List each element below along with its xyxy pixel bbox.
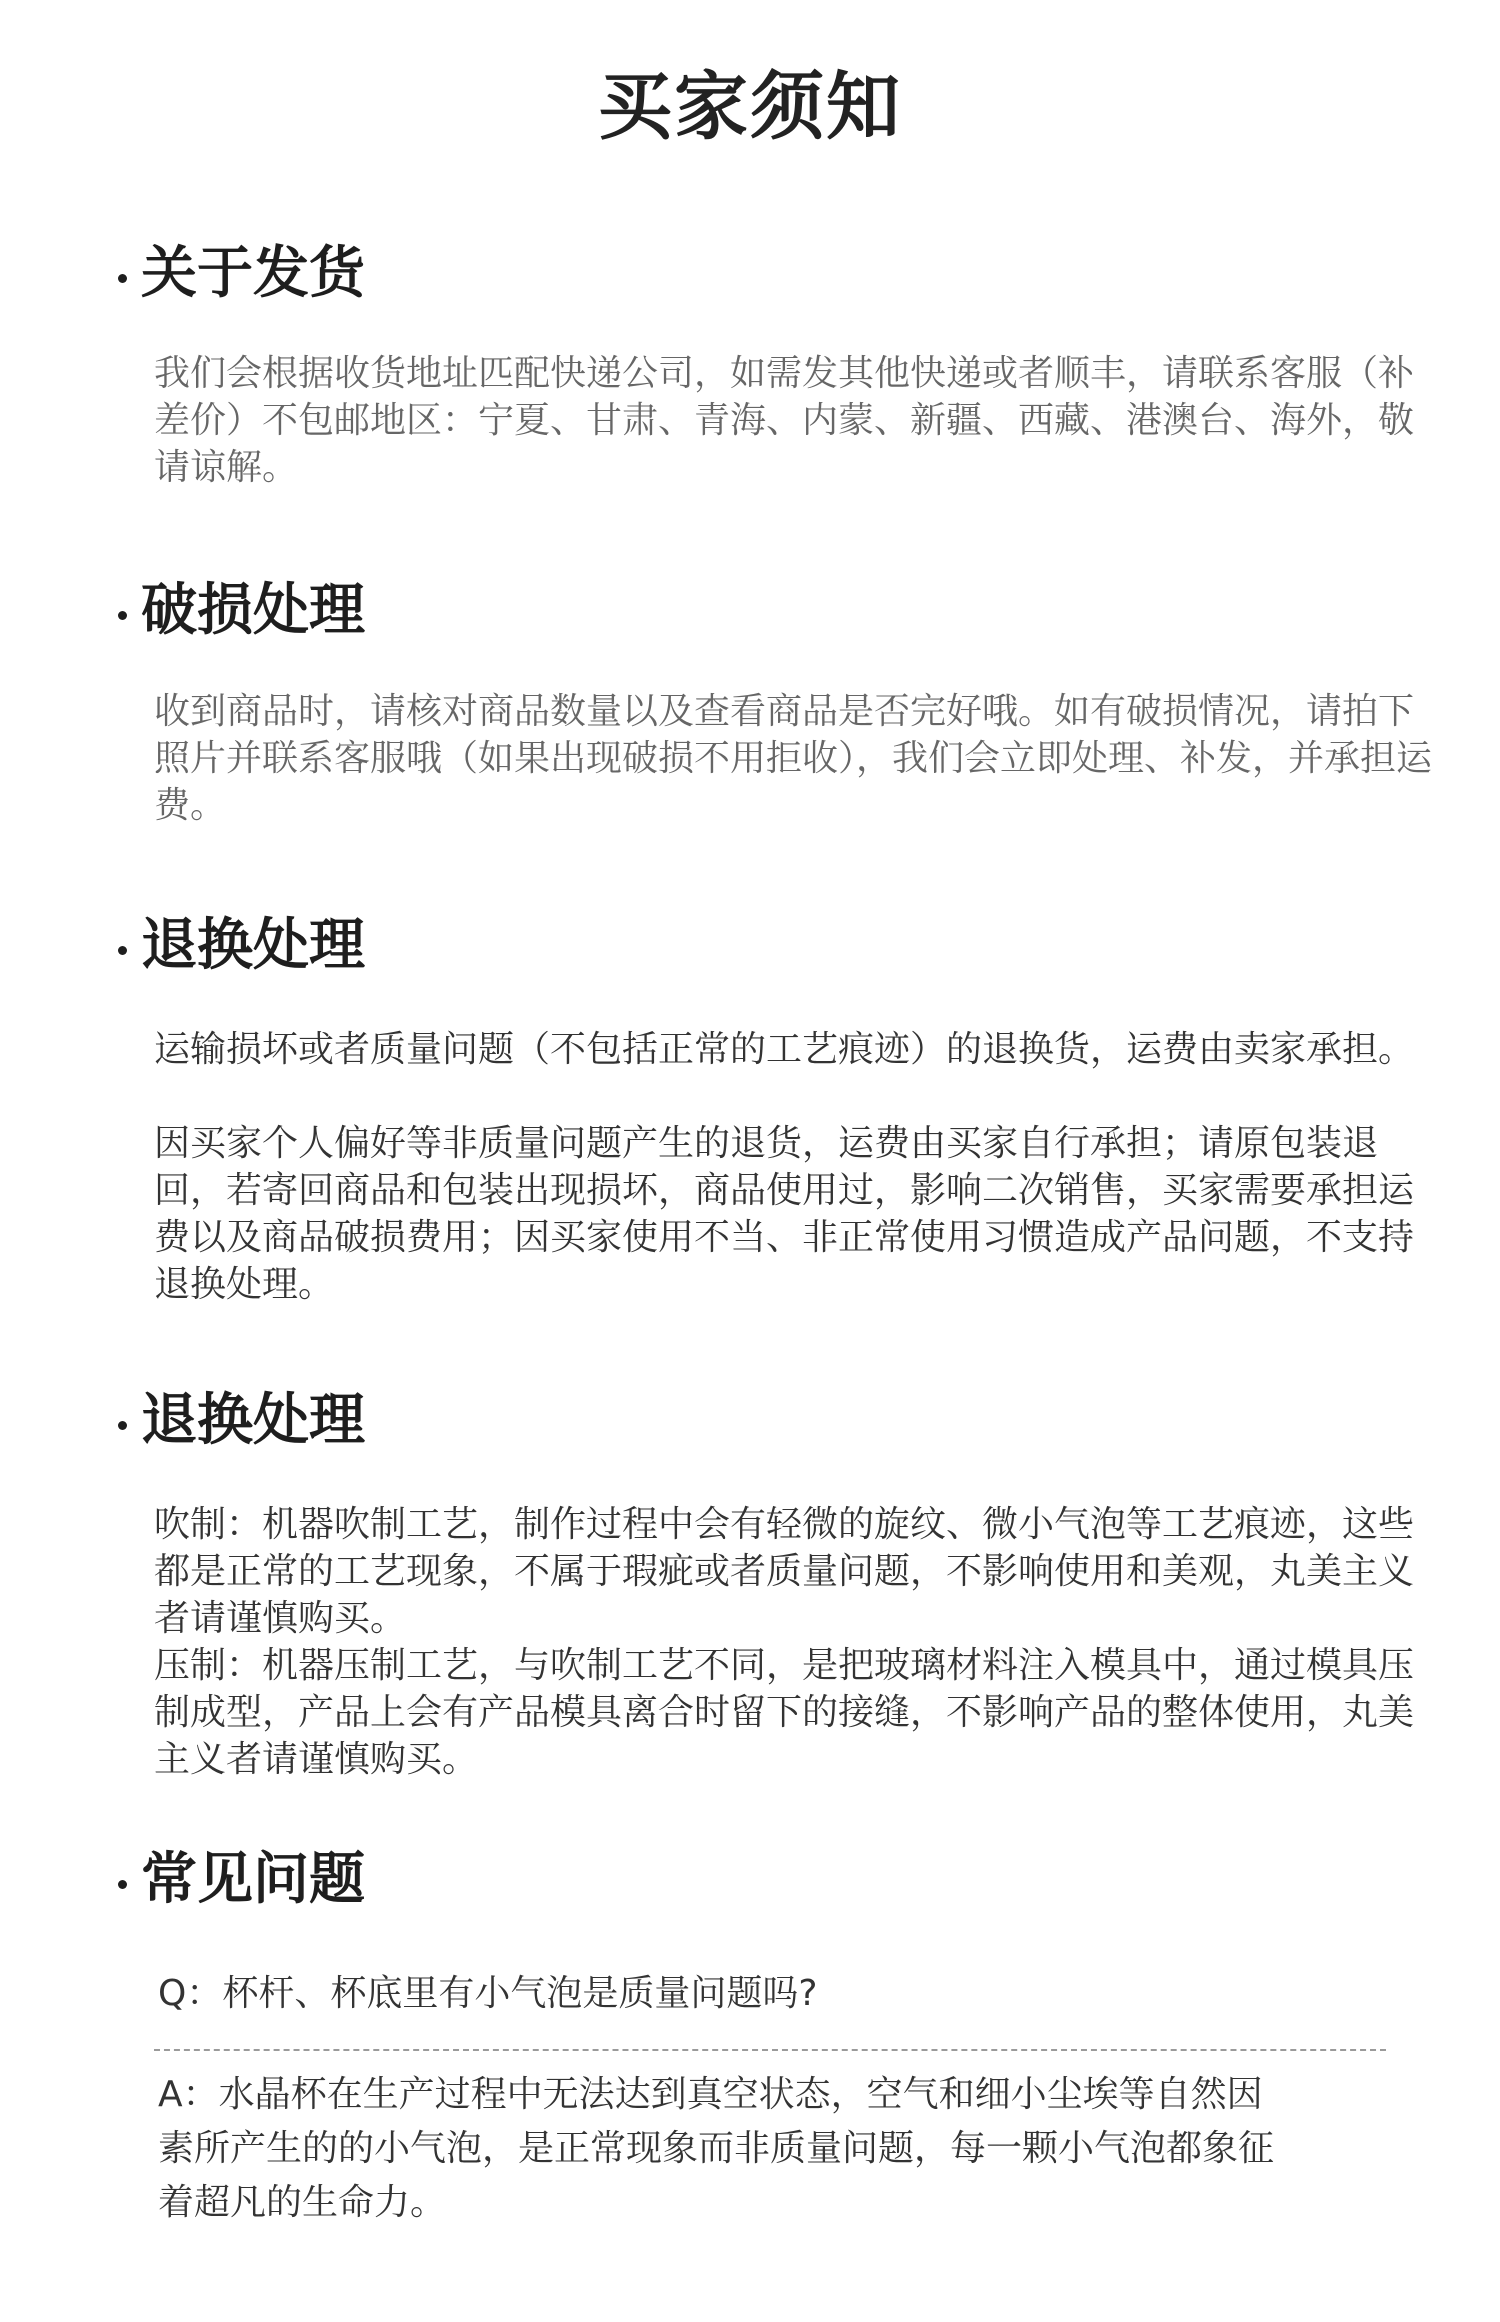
section-heading-shipping bbox=[118, 241, 365, 306]
returns-paragraph-1: 运输损坏或者质量问题（不包括正常的工艺痕迹）的退换货，运费由卖家承担。 bbox=[154, 1029, 1415, 1070]
page-title: 买家须知 bbox=[598, 64, 902, 150]
bullet-dot bbox=[118, 274, 127, 283]
faq-divider bbox=[154, 2049, 1386, 2051]
section-heading-label: 退换处理 bbox=[141, 913, 365, 978]
section-heading-label: 关于发货 bbox=[141, 241, 365, 306]
bullet-dot bbox=[118, 946, 127, 955]
section-heading-returns-craft bbox=[118, 1388, 365, 1453]
section-heading-damage bbox=[118, 578, 365, 643]
section-heading-label: 破损处理 bbox=[141, 578, 365, 643]
section-heading-label: 退换处理 bbox=[141, 1388, 365, 1453]
craft-blown-paragraph: 吹制：机器吹制工艺，制作过程中会有轻微的旋纹、微小气泡等工艺痕迹，这些都是正常的工艺现象，不属于瑕疵或者质量问题，不影响使用和美观，丸美主义者请谨慎购买。 bbox=[154, 1504, 1415, 1639]
section-heading-label: 常见问题 bbox=[141, 1847, 365, 1912]
damage-paragraph: 收到商品时，请核对商品数量以及查看商品是否完好哦。如有破损情况，请拍下照片并联系客服哦（如果出现破损不用拒收），我们会立即处理、补发，并承担运费。 bbox=[154, 691, 1433, 826]
shipping-paragraph: 我们会根据收货地址匹配快递公司，如需发其他快递或者顺丰，请联系客服（补差价）不包邮地区：宁夏、甘肃、青海、内蒙、新疆、西藏、港澳台、海外，敬请谅解。 bbox=[154, 353, 1415, 488]
section-heading-faq bbox=[118, 1847, 365, 1912]
craft-pressed-paragraph: 压制：机器压制工艺，与吹制工艺不同，是把玻璃材料注入模具中，通过模具压制成型，产品上会有产品模具离合时留下的接缝，不影响产品的整体使用，丸美主义者请谨慎购买。 bbox=[154, 1645, 1415, 1780]
section-heading-returns bbox=[118, 913, 365, 978]
faq-question: Q：杯杆、杯底里有小气泡是质量问题吗? bbox=[158, 1973, 818, 2014]
bullet-dot bbox=[118, 1880, 127, 1889]
returns-paragraph-2: 因买家个人偏好等非质量问题产生的退货，运费由买家自行承担；请原包装退回，若寄回商品和包装出现损坏，商品使用过，影响二次销售，买家需要承担运费以及商品破损费用；因买家使用不当、非正常使用习惯造成产品问题，不支持退换处理。 bbox=[154, 1123, 1415, 1305]
faq-answer: A：水晶杯在生产过程中无法达到真空状态，空气和细小尘埃等自然因素所产生的的小气泡，是正常现象而非质量问题，每一颗小气泡都象征着超凡的生命力。 bbox=[158, 2074, 1275, 2223]
bullet-dot bbox=[118, 611, 127, 620]
bullet-dot bbox=[118, 1421, 127, 1430]
